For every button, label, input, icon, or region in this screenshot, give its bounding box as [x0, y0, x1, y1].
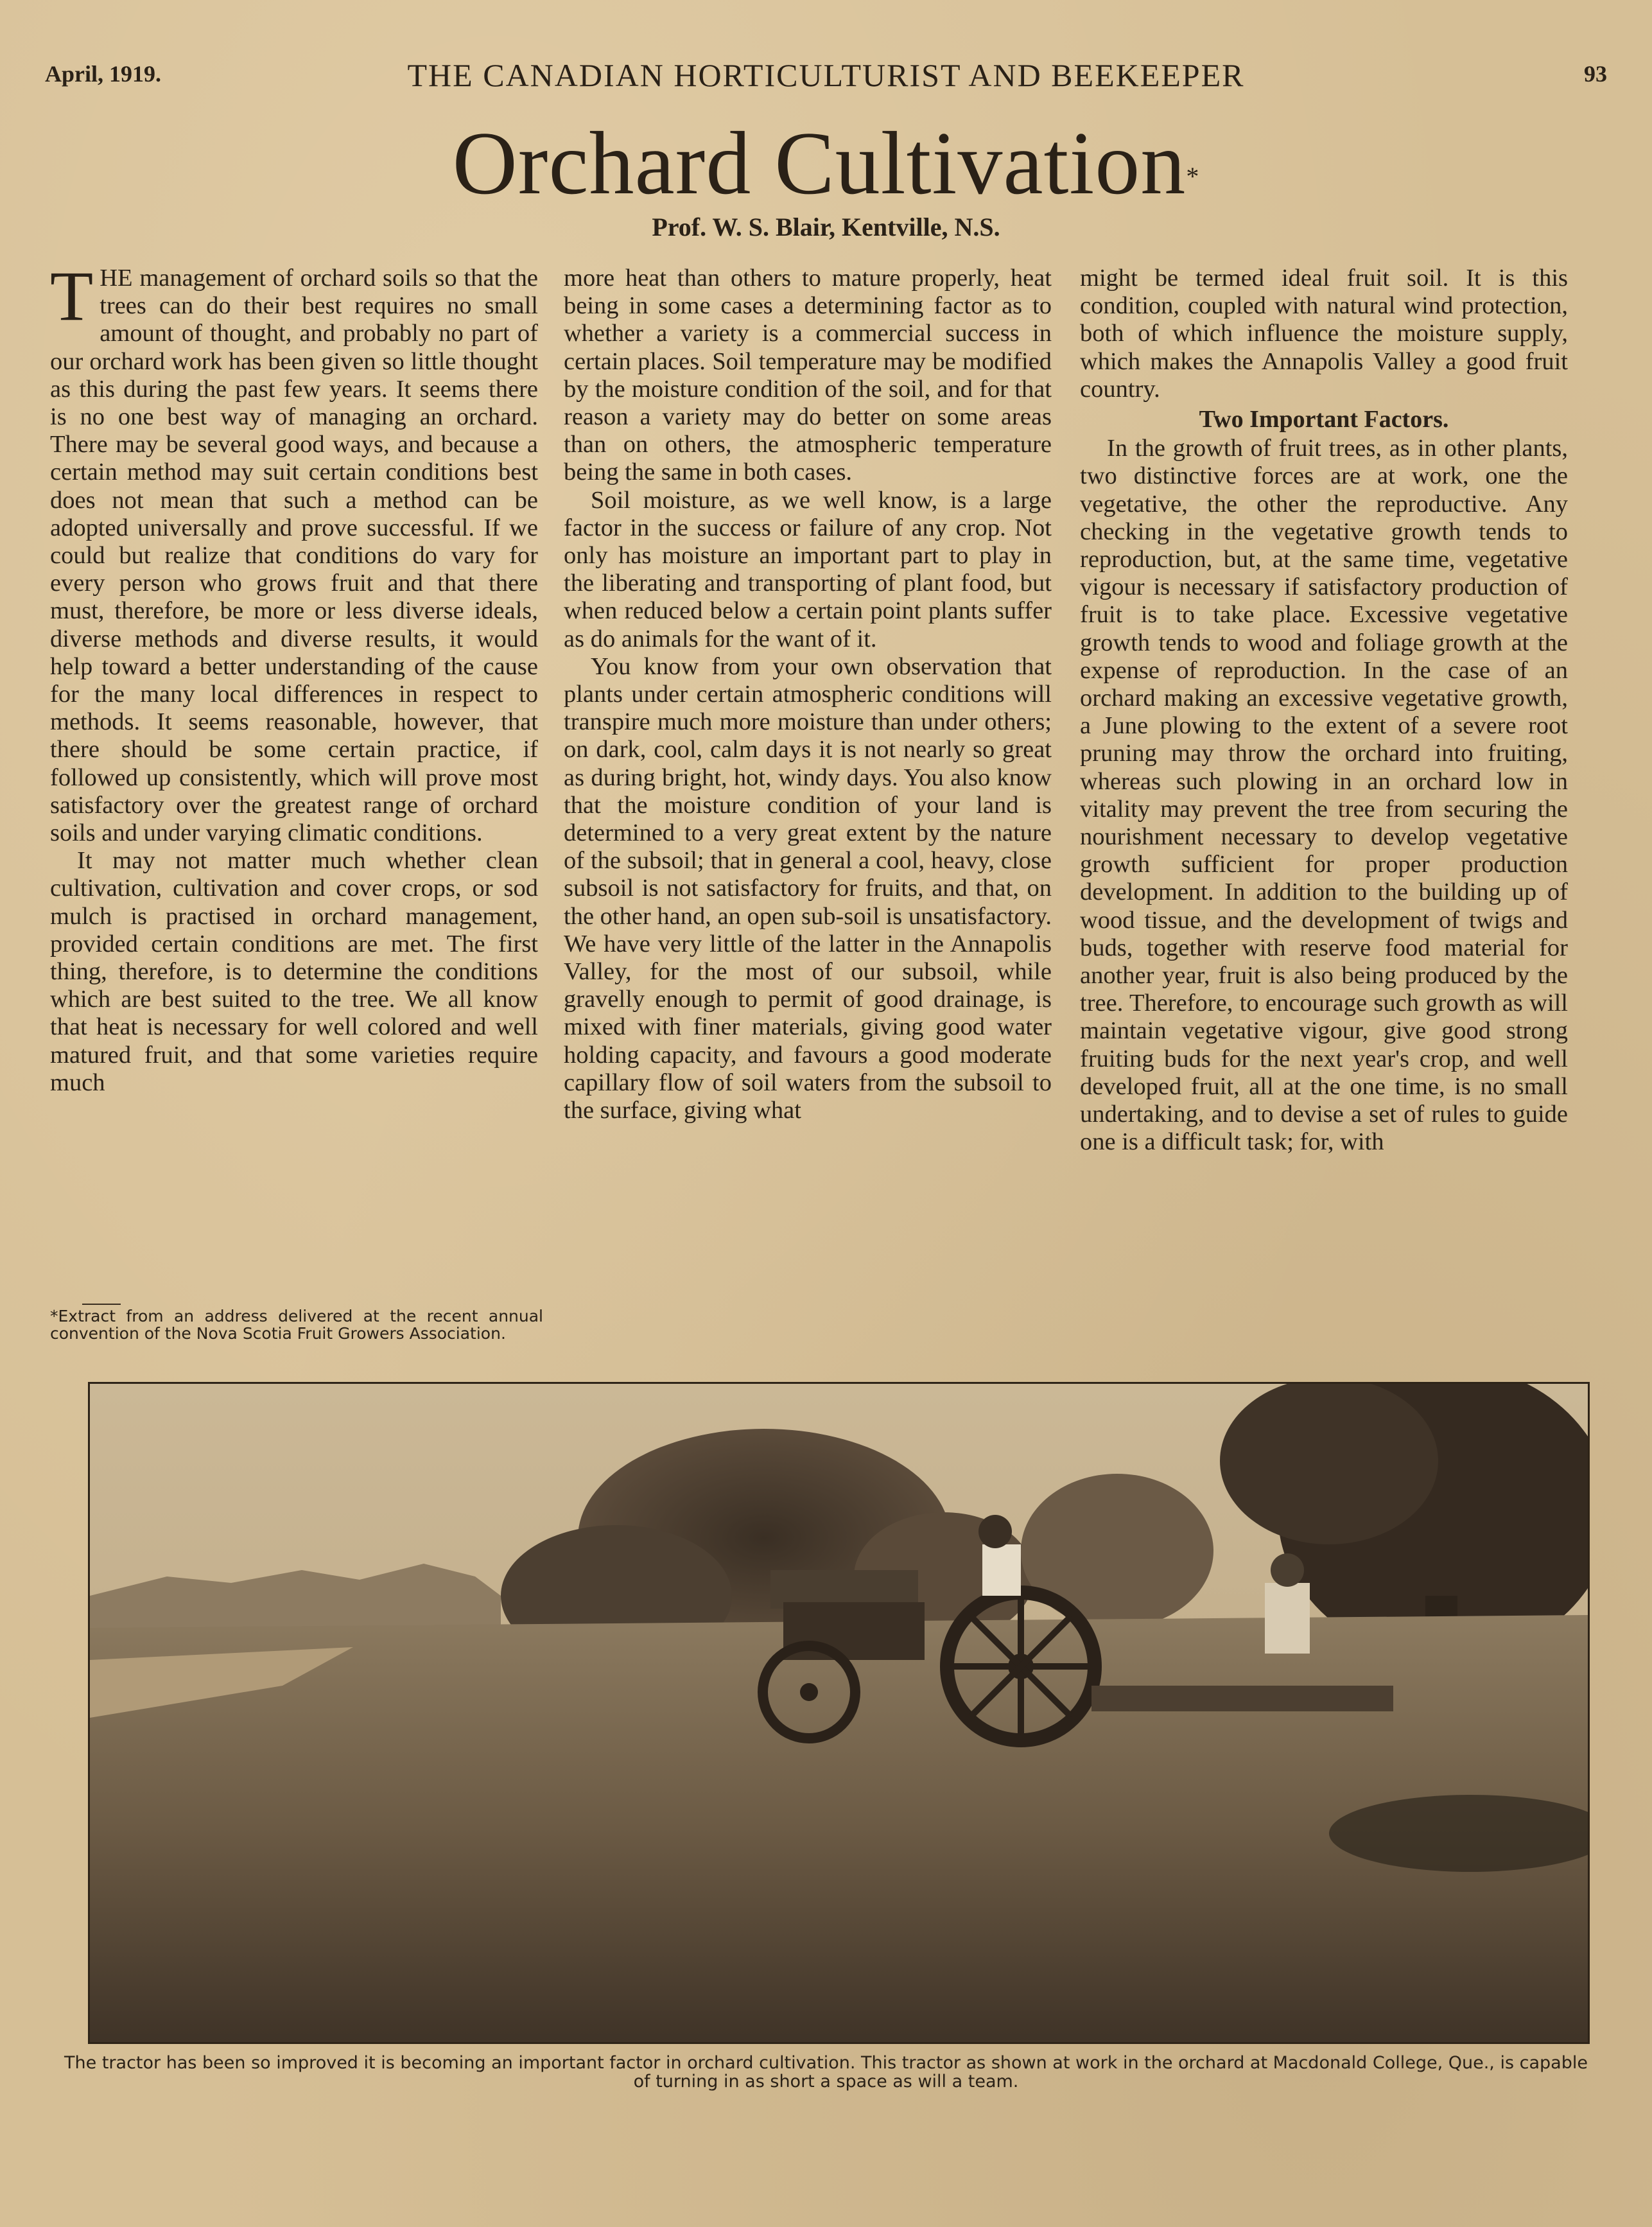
publication-title: THE CANADIAN HORTICULTURIST AND BEEKEEPER — [407, 57, 1245, 93]
title-footnote-mark: * — [1186, 162, 1200, 191]
column-2 — [564, 265, 1052, 1124]
footnote: *Extract from an address delivered at the recent annual convention of the Nova Scotia Fruit Growers Association. — [50, 1307, 543, 1343]
column-3 — [1080, 265, 1568, 1157]
paragraph-text: HE management of orchard soils so that the trees can do their best requires no small amount of thought, and probably no part of our orchard work has been given so little thought as this during the past few years. It seems there is no one best way of managing an orchard. There may be several good ways, and because a certain method may suit certain conditions best does not mean that such a method can be adopted universally and prove successful. If we could but realize that conditions do vary for every person who grows fruit and that there must, therefore, be more or less diverse ideals, diverse methods and diverse results, it would help toward a better understanding of the cause for the many local differences in respect to methods. It seems reasonable, however, that there should be some certain practice, if followed up consistently, which will prove most satisfactory over the greatest range of orchard soils and under varying climatic conditions. — [50, 265, 538, 847]
paragraph: In the growth of fruit trees, as in other plants, two distinctive forces are at work, one the vegetative, the other the reproductive. Any checking in the vegetative growth tends to reproduction, but, at the same time, vegetative vigour is necessary if satisfactory production of fruit is to take place. Excessive vegetative growth tends to wood and foliage growth at the expense of reproduction. In the case of an orchard making an excessive vegetative growth, a June plowing to the extent of a severe root pruning may throw the orchard into fruiting, whereas such plowing in an orchard low in vitality may prevent the tree from securing the nourishment necessary to develop vegetative growth sufficient for proper production development. In addition to the building up of wood tissue, and the development of twigs and buds, together with reserve food material for another year, fruit is also being produced by the tree. Therefore, to encourage such growth as will maintain vegetative vigour, give good strong fruiting buds for the next year's crop, and well developed fruit, all at the one time, is no small undertaking, and to devise a set of rules to guide one is a difficult task; for, with — [1080, 435, 1568, 1156]
drop-cap: T — [50, 257, 94, 335]
page-number: 93 — [1584, 61, 1607, 87]
tractor-orchard-photo — [88, 1382, 1590, 2044]
section-subhead: Two Important Factors. — [1199, 406, 1449, 433]
article-title — [0, 116, 1652, 212]
paragraph: more heat than others to mature properly, heat being in some cases a determining factor as to whether a variety is a commercial success in certain places. Soil temperature may be modified by the moisture condition of the soil, and for that reason a variety may do better on some areas than on others, the atmospheric temperature being the same in both cases. — [564, 265, 1052, 486]
byline: Prof. W. S. Blair, Kentville, N.S. — [652, 213, 1000, 241]
running-head — [45, 57, 1607, 95]
column-1 — [50, 257, 538, 1097]
paragraph: Soil moisture, as we well know, is a large factor in the success or failure of any crop. Not only has moisture an important part to play in the liberating and transporting of plant food, but when reduced below a certain point plants suffer as do animals for the want of it. — [564, 486, 1052, 652]
paragraph — [50, 257, 538, 847]
photo-illustration — [90, 1384, 1588, 2042]
footnote-rule — [82, 1304, 121, 1305]
article-title-text: Orchard Cultivation — [452, 114, 1187, 213]
paragraph: You know from your own observation that plants under certain atmospheric conditions will transpire much more moisture than under others; on dark, cool, calm days it is not nearly so great as during bright, hot, windy days. You also know that the moisture condition of your land is determined to a very great extent by the nature of the subsoil; that in general a cool, heavy, close subsoil is not satisfactory for fruits, and that, on the other hand, an open sub-soil is unsatisfactory. We have very little of the latter in the Annapolis Valley, for the most of our subsoil, while gravelly enough to permit of good drainage, is mixed with finer materials, giving good water holding capacity, and favours a good moderate capillary flow of soil waters from the subsoil to the surface, giving what — [564, 652, 1052, 1124]
issue-date: April, 1919. — [45, 61, 162, 87]
photo-caption: The tractor has been so improved it is becoming an important factor in orchard cultivation. This tractor as shown at work in the orchard at Macdonald College, Que., is capable of turning in as short a space as will a team. — [64, 2053, 1588, 2092]
paragraph: might be termed ideal fruit soil. It is this condition, coupled with natural wind protection, both of which influence the moisture supply, which makes the Annapolis Valley a good fruit country. — [1080, 265, 1568, 403]
paragraph: It may not matter much whether clean cultivation, cultivation and cover crops, or sod mulch is practised in orchard management, provided certain conditions are met. The first thing, therefore, is to determine the conditions which are best suited to the tree. We all know that heat is necessary for well colored and well matured fruit, and that some varieties require much — [50, 847, 538, 1096]
